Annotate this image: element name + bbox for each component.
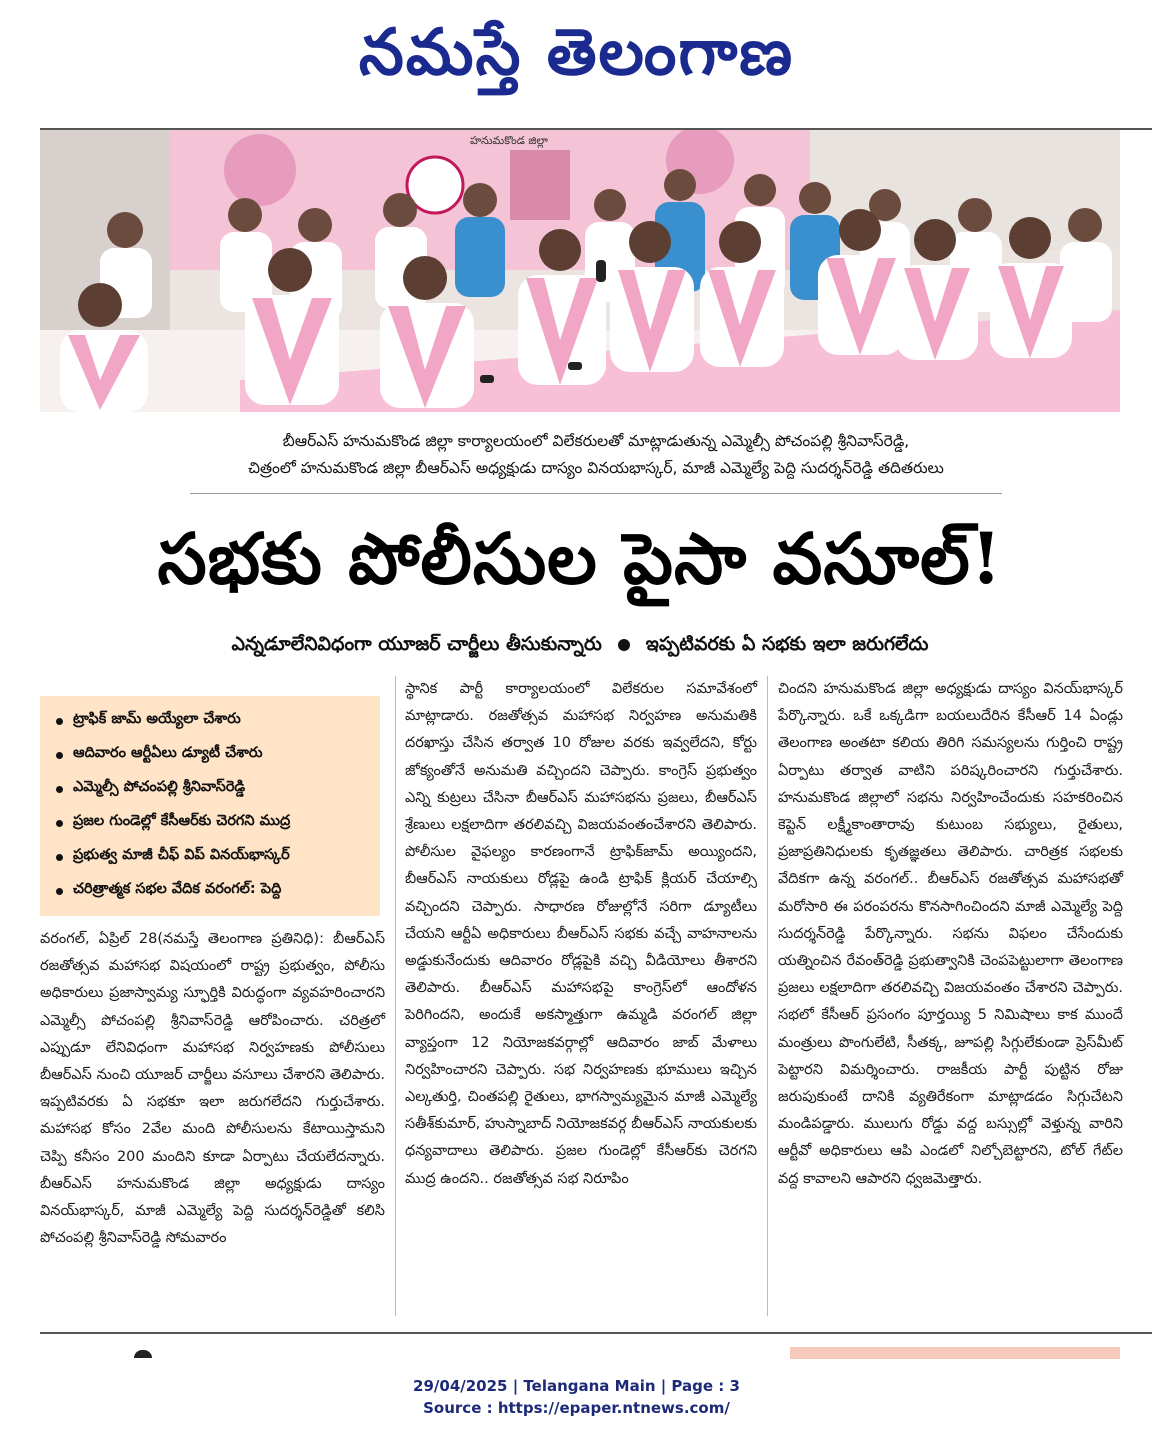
highlight-text: ట్రాఫిక్ జామ్ అయ్యేలా చేశారు [73, 711, 241, 727]
next-article-fragment [134, 1350, 152, 1358]
photo-banner-text: హనుమకొండ జిల్లా [470, 134, 548, 147]
photo-caption [190, 428, 1002, 482]
article-column-1: వరంగల్, ఏప్రిల్ 28(నమస్తే తెలంగాణ ప్రతినిధి): బీఆర్ఎస్ రజతోత్సవ మహాసభ విషయంలో రాష్ట్ర ప్రభుత్వం, పోలీసు అధికారులు ప్రజాస్వామ్య స్ఫూర్తికి విరుద్ధంగా వ్యవహరించారని ఎమ్మెల్సీ పోచంపల్లి శ్రీనివాస్‌రెడ్డి ఆరోపించారు. చరిత్రలో ఎప్పుడూ లేనివిధంగా మహాసభ నిర్వహణకు పోలీసులు బీఆర్ఎస్ నుంచి యూజర్ చార్జీలు వసూలు చేశారని తెలిపారు. ఇప్పటివరకు ఏ సభకూ ఇలా జరుగలేదని గుర్తుచేశారు. మహాసభ కోసం 2వేల మంది పోలీసులను కేటాయిస్తామని చెప్పి కనీసం 200 మందిని కూడా ఏర్పాటు చేయలేదన్నారు. బీఆర్ఎస్ హనుమకొండ జిల్లా అధ్యక్షుడు దాస్యం వినయ్‌భాస్కర్, మాజీ ఎమ్మెల్యే పెద్ది సుదర్శన్‌రెడ్డితో కలిసి పోచంపల్లి శ్రీనివాస్‌రెడ్డి సోమవారం [40, 931, 385, 1247]
highlight-item [50, 772, 370, 806]
article-column-2: స్థానిక పార్టీ కార్యాలయంలో విలేకరుల సమావేశంలో మాట్లాడారు. రజతోత్సవ మహాసభ నిర్వహణ అనుమతికి దరఖాస్తు చేసిన తర్వాత 10 రోజుల వరకు ఇవ్వలేదని, కోర్టు జోక్యంతోనే అనుమతి వచ్చిందని చెప్పారు. కాంగ్రెస్ ప్రభుత్వం ఎన్ని కుట్రలు చేసినా బీఆర్ఎస్ మహాసభను ప్రజలు, బీఆర్ఎస్ శ్రేణులు లక్షలాదిగా తరలివచ్చి విజయవంతంచేశారని తెలిపారు. పోలీసుల వైఫల్యం కారణంగానే ట్రాఫిక్‌జామ్ అయ్యిందని, బీఆర్ఎస్ నాయకులు రోడ్లపై ఉండి ట్రాఫిక్ క్లియర్ చేయాల్సి వచ్చిందని చెప్పారు. సాధారణ రోజుల్లోనే సరిగా డ్యూటీలు చేయని ఆర్టీఏ అధికారులు బీఆర్ఎస్ సభకు వచ్చే వాహనాలను అడ్డుకునేందుకు ఆదివారం రోడ్లపైకి వచ్చి వీడియోలు తీశారని తెలిపారు. బీఆర్ఎస్ మహాసభపై కాంగ్రెస్‌లో ఆందోళన పెరిగిందని, అందుకే అకస్మాత్తుగా ఉమ్మడి వరంగల్ జిల్లా వ్యాప్తంగా 12 నియోజకవర్గాల్లో ఆదివారం జాబ్ మేళాలు నిర్వహించారని చెప్పారు. సభ నిర్వహణకు భూములు ఇచ్చిన ఎల్కతుర్తి, చింతపల్లి రైతులు, భాగస్వామ్యమైన మాజీ ఎమ్మెల్యే సతీశ్‌కుమార్, హుస్నాబాద్ నియోజకవర్గ బీఆర్ఎస్ నాయకులకు ధన్యవాదాలు తెలిపారు. ప్రజల గుండెల్లో కేసీఆర్‌కు చెరగని ముద్ర ఉందని.. రజతోత్సవ సభ నిరూపిం [405, 681, 757, 1187]
press-meet-photo-illustration [40, 130, 1120, 412]
bullet-separator-icon [618, 639, 630, 651]
source-link[interactable]: Source : https://epaper.ntnews.com/ [423, 1399, 730, 1417]
bullet-icon [56, 820, 63, 827]
caption-line-2: చిత్రంలో హనుమకొండ జిల్లా బీఆర్ఎస్ అధ్యక్షుడు దాస్యం వినయభాస్కర్, మాజీ ఎమ్మెల్యే పెద్ది సుదర్శన్‌రెడ్డి తదితరులు [248, 459, 944, 477]
bullet-icon [56, 854, 63, 861]
edition-info: 29/04/2025 | Telangana Main | Page : 3 [413, 1377, 740, 1395]
bullet-icon [56, 888, 63, 895]
highlight-item [50, 806, 370, 840]
highlight-text: ఆదివారం ఆర్టీఏలు డ్యూటీ చేశారు [73, 745, 263, 761]
highlight-text: చరిత్రాత్మక సభల వేదిక వరంగల్: పెద్ది [73, 881, 282, 897]
highlight-text: ప్రభుత్వ మాజీ చీఫ్ విప్ వినయ్‌భాస్కర్ [73, 847, 290, 863]
subheadline [40, 626, 1120, 662]
highlight-text: ప్రజల గుండెల్లో కేసీఆర్‌కు చెరగని ముద్ర [73, 813, 291, 829]
subheadline-left: ఎన్నడూలేనివిధంగా యూజర్ చార్జీలు తీసుకున్నారు [231, 633, 602, 655]
highlight-item [50, 704, 370, 738]
next-article-color-strip [790, 1347, 1120, 1359]
highlight-item [50, 874, 370, 908]
bottom-divider [40, 1332, 1152, 1334]
bullet-icon [56, 752, 63, 759]
highlight-item [50, 840, 370, 874]
news-photo[interactable] [40, 130, 1120, 412]
caption-line-1: బీఆర్ఎస్ హనుమకొండ జిల్లా కార్యాలయంలో విలేకరులతో మాట్లాడుతున్న ఎమ్మెల్సీ పోచంపల్లి శ్రీనివాస్‌రెడ్డి, [282, 432, 910, 450]
caption-divider [190, 493, 1002, 494]
highlight-text: ఎమ్మెల్సీ పోచంపల్లి శ్రీనివాస్‌రెడ్డి [73, 779, 246, 795]
column-divider [767, 676, 768, 1316]
masthead [0, 8, 1153, 98]
headline: సభకు పోలీసుల పైసా వసూల్! [157, 517, 1003, 600]
article-column-3: చిందని హనుమకొండ జిల్లా అధ్యక్షుడు దాస్యం వినయ్‌భాస్కర్ పేర్కొన్నారు. ఒకే ఒక్కడిగా బయలుదేరిన కేసీఆర్ 14 ఏండ్లు తెలంగాణ అంతటా కలియ తిరిగి సమస్యలను గుర్తించి రాష్ట్ర ఏర్పాటు తర్వాత వాటిని పరిష్కరించారని గుర్తుచేశారు. హనుమకొండ జిల్లాలో సభను నిర్వహించేందుకు సహకరించిన కెప్టెన్ లక్ష్మీకాంతారావు కుటుంబ సభ్యులు, రైతులు, ప్రజాప్రతినిధులకు కృతజ్ఞతలు తెలిపారు. చారిత్రక సభలకు వేదికగా ఉన్న వరంగల్.. బీఆర్ఎస్ రజతోత్సవ మహాసభతో మరోసారి ఈ పరంపరను కొనసాగించిందని మాజీ ఎమ్మెల్యే పెద్ది సుదర్శన్‌రెడ్డి పేర్కొన్నారు. సభను విఫలం చేసేందుకు యత్నించిన రేవంత్‌రెడ్డి ప్రభుత్వానికి చెంపపెట్టులాగా తెలంగాణ ప్రజలు లక్షలాదిగా తరలివచ్చి విజయవంతం చేశారని చెప్పారు. సభలో కేసీఆర్ ప్రసంగం పూర్తయ్యి 5 నిమిషాలు కాక ముందే మంత్రులు పొంగులేటి, సీతక్క, జూపల్లి సిగ్గులేకుండా ప్రెస్‌మీట్ పెట్టారని విమర్శించారు. రాజకీయ పార్టీ పుట్టిన రోజు జరుపుకుంటే దానికి వ్యతిరేకంగా మాట్లాడడం సిగ్గుచేటని మండిపడ్డారు. ములుగు రోడ్డు వద్ద బస్సుల్లో వెళ్తున్న వారిని ఆర్టీవో అధికారులు ఆపి ఎండలో నిల్చోబెట్టారని, టోల్ గేట్‌ల వద్ద కావాలని ఆపారని ధ్వజమెత్తారు. [778, 681, 1123, 1187]
highlight-item [50, 738, 370, 772]
bullet-icon [56, 786, 63, 793]
bullet-icon [56, 718, 63, 725]
subheadline-right: ఇప్పటివరకు ఏ సభకు ఇలా జరుగలేదు [645, 633, 929, 655]
epaper-footer [0, 1375, 1153, 1419]
highlights-box [40, 696, 380, 916]
column-divider [395, 676, 396, 1316]
newspaper-logo: నమస్తే తెలంగాణ [358, 15, 795, 90]
